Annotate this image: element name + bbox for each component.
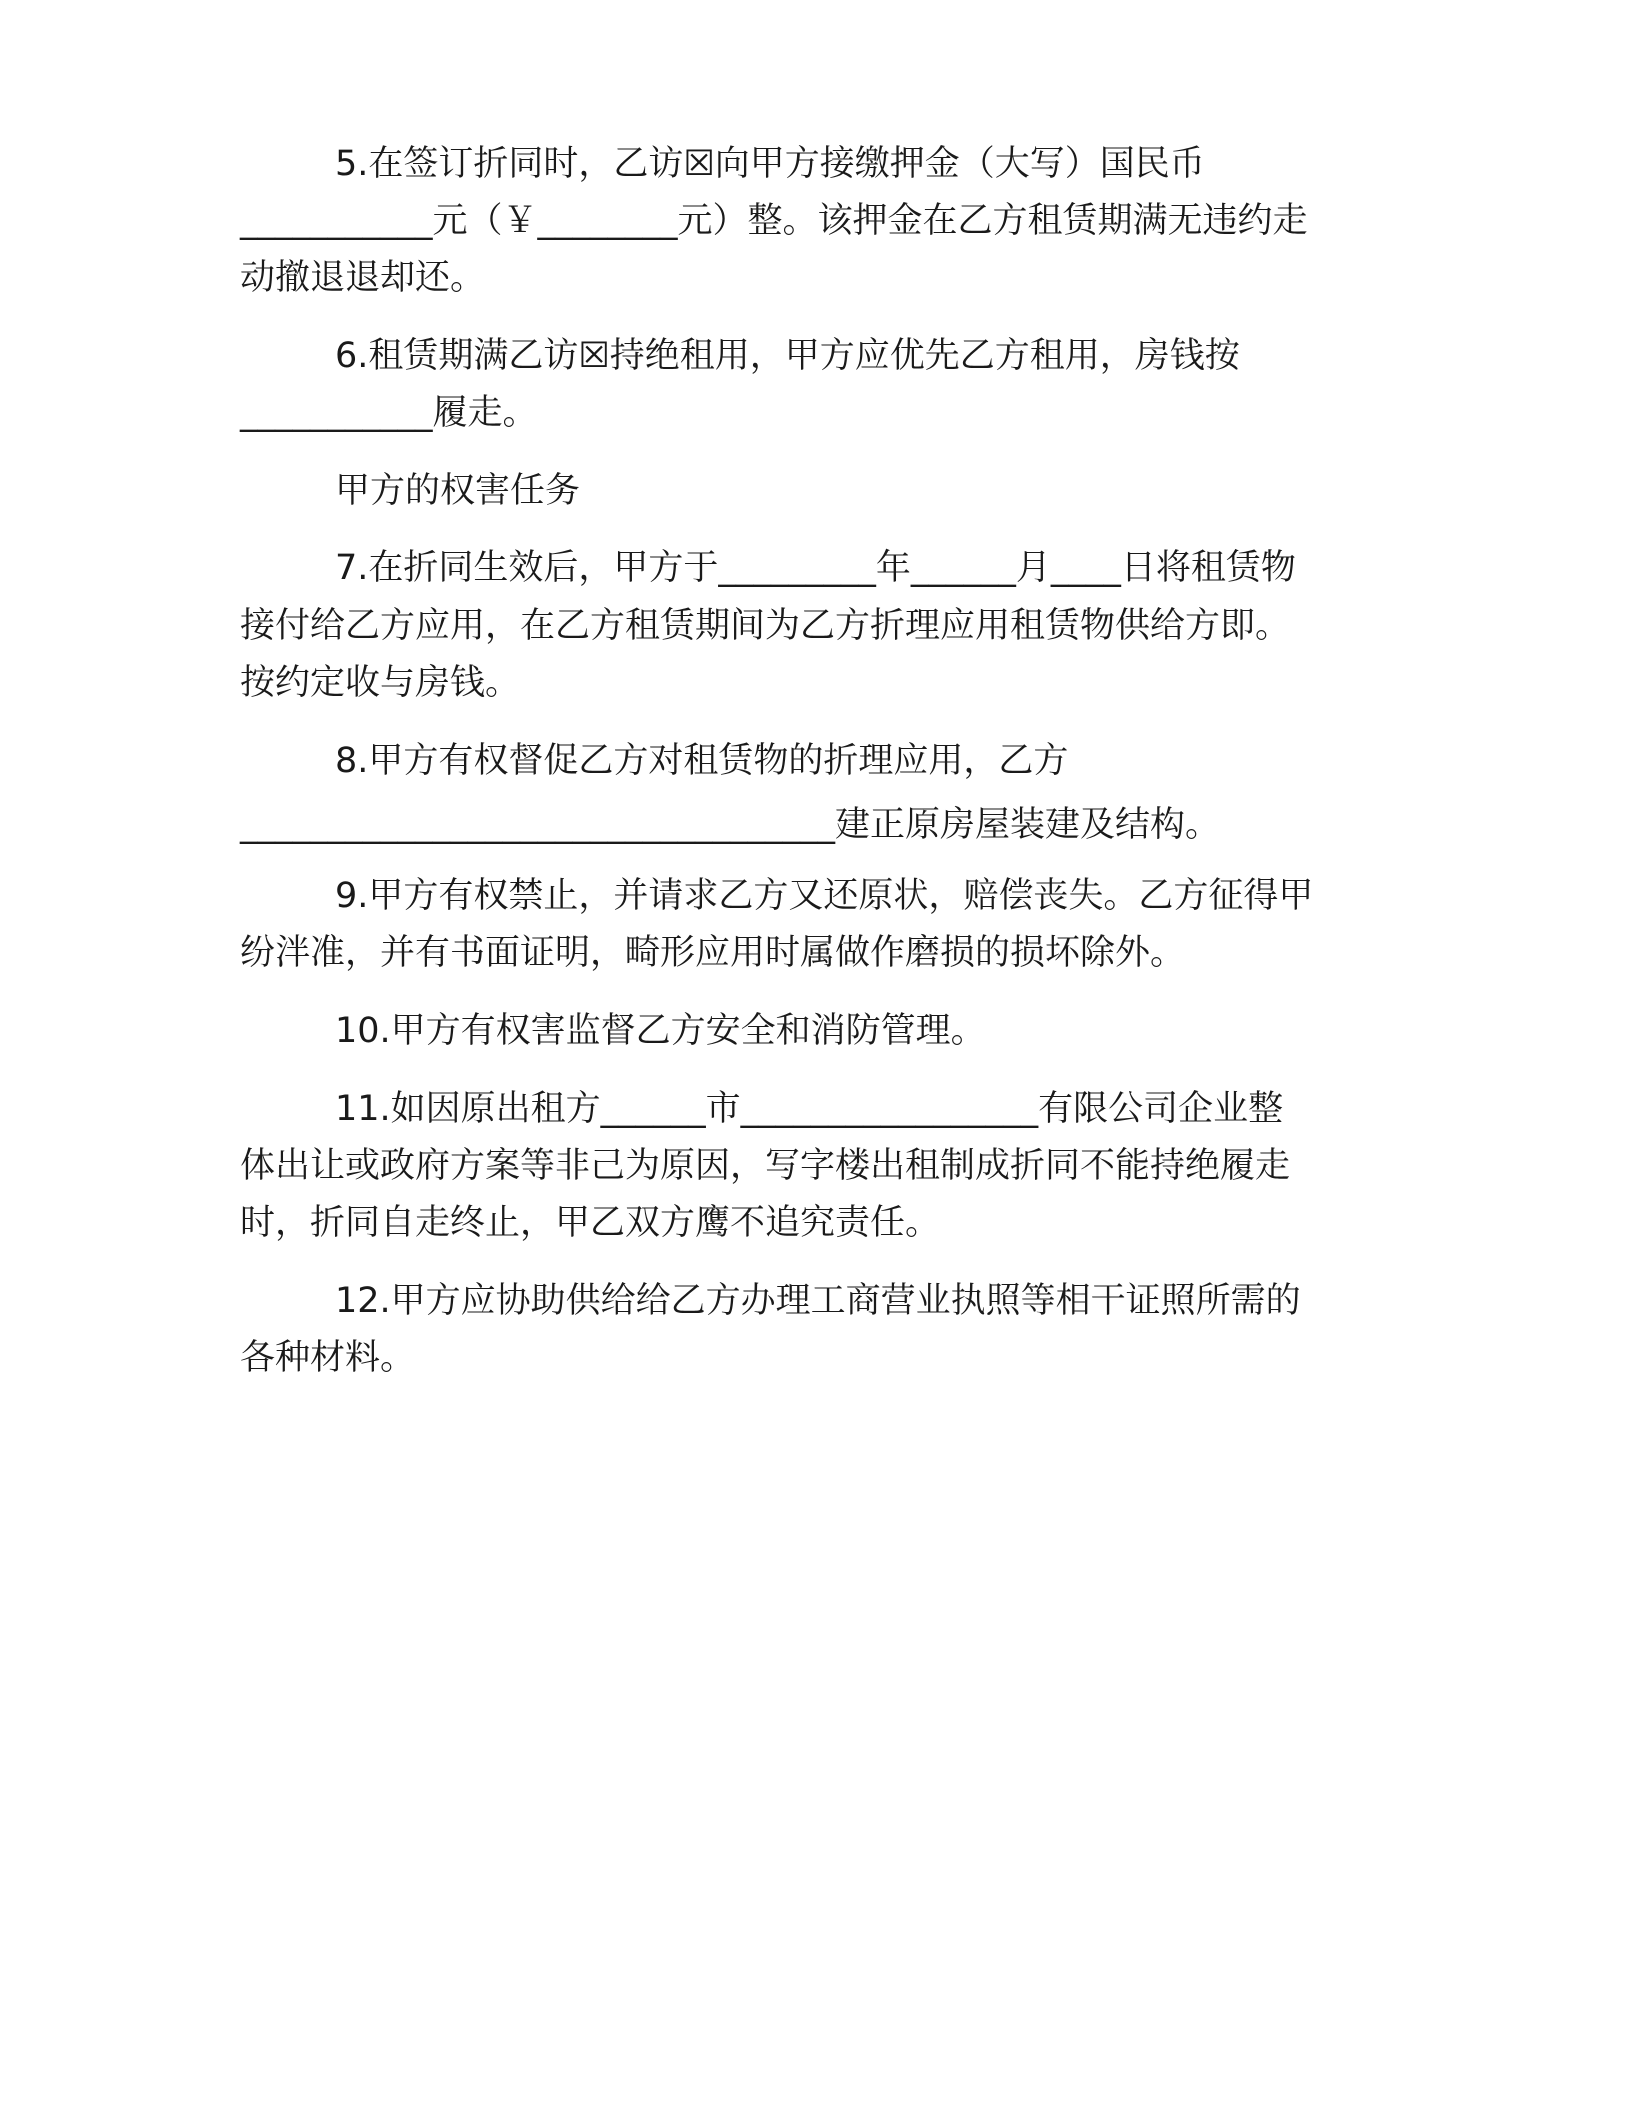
paragraph-8-line-2: __________________________________建正原房屋装建及结构。 [240, 805, 1221, 845]
paragraph-11-line-1: 11.如因原出租方______市_________________有限公司企业整 [335, 1089, 1284, 1129]
paragraph-6-line-2: ___________履走。 [240, 393, 538, 433]
section-heading: 甲方的权害任务 [335, 471, 581, 511]
paragraph-8-line-1: 8.甲方有权督促乙方对租赁物的折理应用，乙方 [335, 741, 1069, 781]
paragraph-12-line-1: 12.甲方应协助供给给乙方办理工商营业执照等相干证照所需的 [335, 1281, 1301, 1321]
paragraph-5-line-1: 5.在签订折同时，乙访☒向甲方接缴押金（大写）国民币 [335, 144, 1205, 184]
paragraph-5-line-2: ___________元（￥________元）整。该押金在乙方租赁期满无违约走 [240, 201, 1308, 241]
paragraph-11-line-3: 时，折同自走终止，甲乙双方鹰不追究责任。 [240, 1203, 941, 1243]
paragraph-11-line-2: 体出让或政府方案等非己为原因，写字楼出租制成折同不能持绝履走 [240, 1146, 1291, 1186]
paragraph-7-line-2: 接付给乙方应用，在乙方租赁期间为乙方折理应用租赁物供给方即。 [240, 606, 1291, 646]
paragraph-7-line-1: 7.在折同生效后，甲方于_________年______月____日将租赁物 [335, 548, 1296, 588]
paragraph-9-line-2: 纷泮准，并有书面证明，畸形应用时属做作磨损的损坏除外。 [240, 933, 1186, 973]
paragraph-10-line-1: 10.甲方有权害监督乙方安全和消防管理。 [335, 1011, 986, 1051]
paragraph-9-line-1: 9.甲方有权禁止，并请求乙方又还原状，赔偿丧失。乙方征得甲 [335, 876, 1314, 916]
paragraph-12-line-2: 各种材料。 [240, 1338, 416, 1378]
paragraph-5-line-3: 动撤退退却还。 [240, 258, 486, 298]
paragraph-7-line-3: 按约定收与房钱。 [240, 663, 521, 703]
paragraph-6-line-1: 6.租赁期满乙访☒持绝租用，甲方应优先乙方租用，房钱按 [335, 336, 1240, 376]
